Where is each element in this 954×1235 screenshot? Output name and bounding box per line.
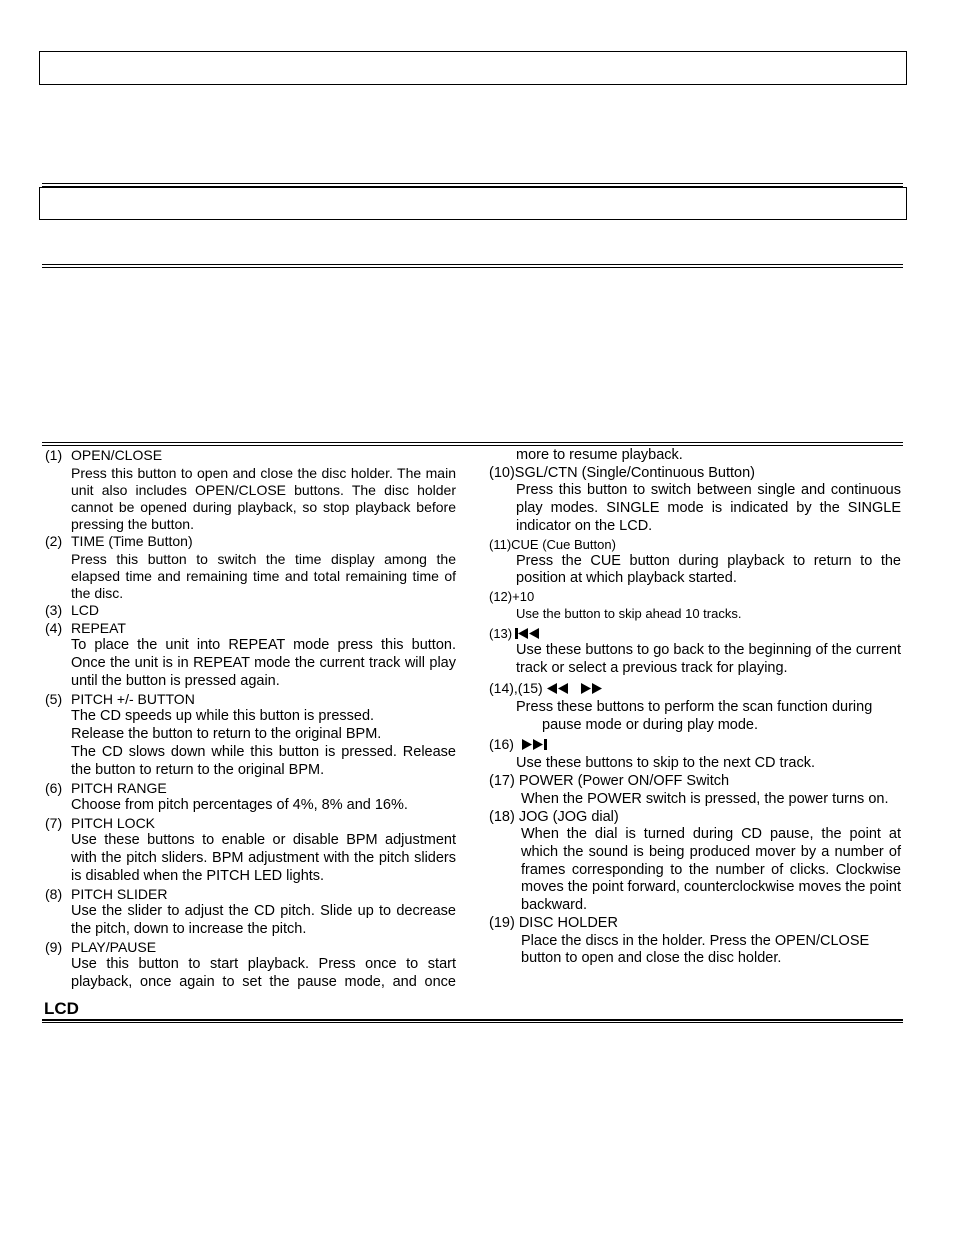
item-description: To place the unit into REPEAT mode press this button. Once the unit is in REPEAT mode the current track will play until the button is pressed again. [71,637,456,690]
item-title: JOG (JOG dial) [518,808,619,825]
item-number: (8) [45,885,63,902]
item-description: Press this button to switch between single and continuous play modes. SINGLE mode is indicated by the SINGLE indicator on the LCD. [516,482,901,534]
item-disc-holder [489,915,901,968]
item-number: (13) [489,626,513,642]
item-title: LCD [71,602,100,619]
item-skip-forward [489,736,901,773]
item-title: TIME (Time Button) [71,533,193,550]
item-description: The CD speeds up while this button is pressed. [71,708,375,725]
item-title: SGL/CTN (Single/Continuous Button) [514,464,755,481]
item-repeat [45,620,456,691]
item-title: PLAY/PAUSE [71,938,157,955]
divider-rule-2 [42,264,903,268]
divider-rule-3 [42,442,903,446]
item-description: Use these buttons to enable or disable BPM adjustment with the pitch sliders. BPM adjustment with the pitch sliders is disabled when the PITCH LED lights. [71,832,456,884]
item-title: PITCH SLIDER [71,885,168,902]
item-plus-ten [489,588,901,623]
item-number: (14),(15) [489,679,543,696]
item-description: Choose from pitch percentages of 4%, 8% and 16%. [71,797,408,813]
item-description: Press the CUE button during playback to return to the position at which playback started. [516,552,901,587]
item-open-close [45,447,456,533]
item-jog [489,809,901,915]
continuation-text: more to resume playback. [516,447,683,463]
item-description: When the POWER switch is pressed, the power turns on. [521,790,889,807]
item-description: Use the slider to adjust the CD pitch. Slide up to decrease the pitch, down to increase the pitch. [71,903,456,937]
item-number: (9) [45,938,63,955]
item-title: REPEAT [71,619,126,636]
fast-forward-icon [579,682,605,700]
item-number: (7) [45,814,63,831]
item-description: Release the button to return to the original BPM. [71,726,382,743]
item-pitch-lock [45,815,456,886]
section-heading-lcd: LCD [44,999,79,1018]
item-number: (12) [489,589,513,605]
item-play-pause [45,939,456,992]
item-number: (10) [489,464,515,481]
skip-forward-icon [520,738,548,756]
item-pitch-button [45,691,456,780]
item-description: Press these buttons to perform the scan function during pause mode or during play mode. [516,699,873,734]
item-number: (1) [45,447,63,463]
item-number: (11) [489,536,512,552]
item-description: Press this button to open and close the disc holder. The main unit also includes OPEN/CLOSE buttons. The disc holder cannot be opened during playback, so stop playback before pressing the button. [71,464,456,533]
header-box-second [39,187,907,220]
item-description: Use the button to skip ahead 10 tracks. [516,606,742,622]
item-number: (2) [45,533,63,550]
item-sgl-ctn [489,465,901,536]
item-power [489,773,901,808]
item-number: (5) [45,690,63,707]
item-title: OPEN/CLOSE [71,447,163,463]
item-description: The CD slows down while this button is pressed. Release the button to return to the original BPM. [71,743,456,778]
item-description: Use this button to start playback. Press once to start playback, once again to set the pause mode, and once [71,956,456,991]
item-description: When the dial is turned during CD pause, the point at which the sound is being produced mover by a number of frames corresponding to the number of clicks. Clockwise moves the point forward, counterclockwise moves the point backward. [521,826,901,914]
item-number: (18) [489,808,515,825]
item-scan [489,680,901,735]
item-title: PITCH RANGE [71,779,167,796]
item-number: (4) [45,619,63,636]
item-title: PITCH +/- BUTTON [71,690,195,707]
item-cue [489,536,901,589]
item-title: POWER (Power ON/OFF Switch [518,773,730,790]
item-description: Use these buttons to go back to the beginning of the current track or select a previous track for playing. [516,642,901,677]
item-pitch-slider [45,886,456,939]
item-title: PITCH LOCK [71,814,156,831]
item-skip-back [489,625,901,678]
item-title: CUE (Cue Button) [511,536,616,552]
item-description: Place the discs in the holder. Press the OPEN/CLOSE button to open and close the disc holder. [521,932,870,967]
item-number: (17) [489,773,515,790]
right-column [489,447,901,968]
item-time [45,533,456,602]
item-number: (3) [45,602,63,619]
item-description: Press this button to switch the time display among the elapsed time and remaining time and total remaining time of the disc. [71,550,456,602]
item-number: (6) [45,779,63,796]
item-lcd [45,602,456,620]
item-number: (16) [489,735,514,752]
item-title: +10 [512,589,535,605]
item-pitch-range [45,780,456,815]
item-title: DISC HOLDER [518,915,618,932]
header-box-top [39,51,907,85]
item-number: (19) [489,915,515,932]
item-description: Use these buttons to skip to the next CD track. [516,755,816,772]
divider-rule-lcd [42,1019,903,1023]
rewind-icon [545,682,571,700]
left-column [45,447,456,992]
